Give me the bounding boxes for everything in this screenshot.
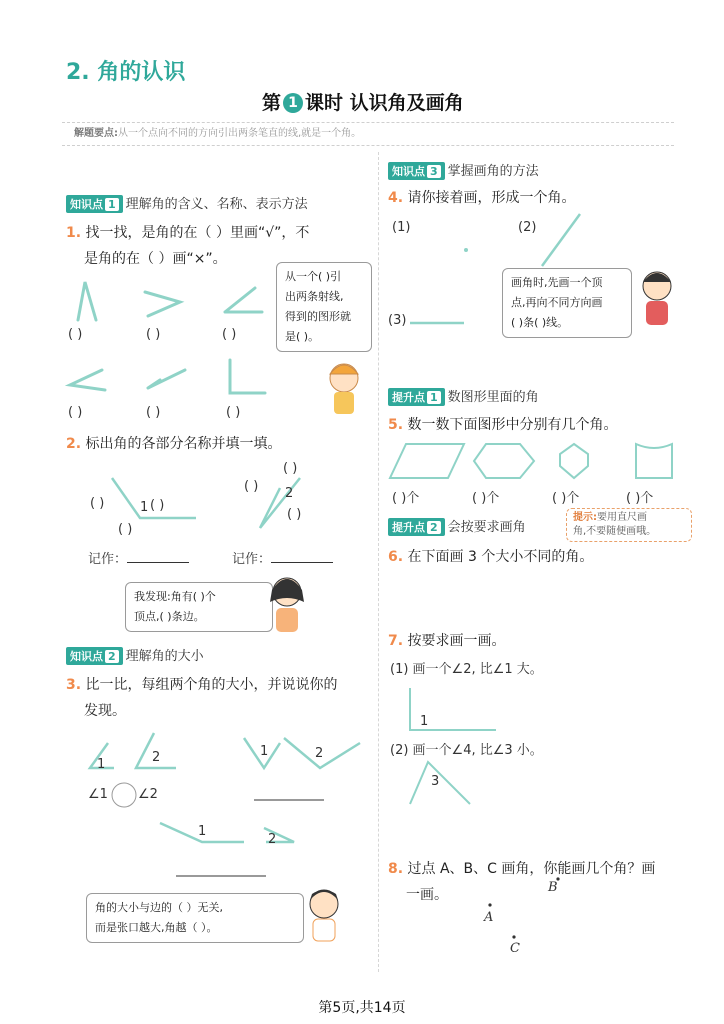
point-b: [556, 877, 559, 880]
q4-point: [464, 248, 468, 252]
q2-figures: [110, 470, 370, 550]
q4-ray-2: [542, 214, 580, 266]
knowledge-text: 理解角的大小: [125, 649, 204, 664]
q4-item-3-label: (3): [388, 313, 407, 328]
boy-glasses-avatar: [634, 266, 680, 332]
q2-label-2: 2: [285, 486, 294, 501]
q5-answer-3[interactable]: ( )个: [552, 491, 580, 506]
q4-hint-bubble: 画角时,先画一个顶 点,再向不同方向画 ( )条( )线。: [502, 268, 632, 338]
q7-angle-3: [410, 762, 470, 804]
q2-notation-1: 记作：: [88, 548, 189, 567]
question-2: 2. 标出角的各部分名称并填一填。: [66, 436, 282, 452]
q5-hexagon: [474, 444, 534, 478]
lesson-prefix: 第: [262, 92, 282, 114]
q5-shapes: [388, 442, 688, 482]
point-c-label: C: [510, 941, 520, 956]
q1-answer-4[interactable]: ( ): [68, 405, 83, 420]
question-8-text: 过点 A、B、C 画角，你能画几个角？画: [407, 861, 656, 877]
q3-label-1b: 1: [260, 744, 269, 759]
q1-answer-6[interactable]: ( ): [226, 405, 241, 420]
q3-label-1a: 1: [97, 757, 106, 772]
q1-shape-6: [230, 360, 265, 393]
improvement-tag: 提升点 1: [388, 388, 445, 406]
q2-answer-5[interactable]: ( ): [244, 479, 259, 494]
q3-figures: [84, 728, 374, 858]
boy-cap-avatar: [318, 358, 370, 420]
point-a-label: A: [484, 910, 494, 925]
knowledge-tag: 知识点 3: [388, 162, 445, 180]
question-6-text: 在下面画 3 个大小不同的角。: [407, 549, 594, 565]
q1-shape-5: [148, 370, 185, 388]
question-7-text: 按要求画一画。: [407, 633, 506, 649]
q2-notation-2: 记作：: [232, 548, 333, 567]
q4-item-2-label: (2): [518, 220, 537, 235]
key-point-bar: [62, 122, 674, 146]
q5-answer-1[interactable]: ( )个: [392, 491, 420, 506]
q5-answer-2[interactable]: ( )个: [472, 491, 500, 506]
q1-hint-bubble: 从一个( )引 出两条射线, 得到的图形就 是( )。: [276, 262, 372, 352]
q3-label-2a: 2: [152, 750, 161, 765]
q3-label-2b: 2: [315, 746, 324, 761]
q1-shape-2: [145, 292, 180, 316]
knowledge-tag: 知识点 2: [66, 647, 123, 665]
girl-avatar: [262, 572, 312, 638]
q2-label-1: 1: [140, 500, 149, 515]
section-title: 2. 角的认识: [66, 60, 186, 85]
q3-label-1c: 1: [198, 824, 207, 839]
question-1-text-2: 是角的在（ ）画“×”。: [84, 251, 227, 267]
knowledge-text: 掌握画角的方法: [447, 164, 539, 179]
q4-item-1-label: (1): [392, 220, 411, 235]
q1-shape-4: [70, 370, 105, 390]
q5-shape-4: [636, 444, 672, 478]
q2-answer-3[interactable]: ( ): [118, 522, 133, 537]
question-1: 1. 找一找，是角的在（ ）里画“√”，不 是角的在（ ）画“×”。: [66, 220, 371, 272]
q2-answer-4[interactable]: ( ): [283, 461, 298, 476]
q8-points: [480, 875, 570, 955]
point-b-label: B: [548, 880, 558, 895]
q1-answer-5[interactable]: ( ): [146, 405, 161, 420]
compare-left: ∠1: [88, 787, 108, 802]
q1-figures: [60, 280, 280, 425]
question-3: 3. 比一比，每组两个角的大小，并说说你的 发现。: [66, 672, 371, 724]
q5-parallelogram: [390, 444, 464, 478]
q6-drawing-area[interactable]: [390, 572, 690, 632]
knowledge-tag: 知识点 1: [66, 195, 123, 213]
q3-label-2c: 2: [268, 832, 277, 847]
q1-answer-3[interactable]: ( ): [222, 327, 237, 342]
improvement-text: 会按要求画角: [447, 520, 526, 535]
improvement-text: 数图形里面的角: [447, 390, 539, 405]
q7-label-1: 1: [420, 714, 429, 729]
question-3-text: 比一比，每组两个角的大小，并说说你的: [85, 677, 338, 693]
question-5: 5. 数一数下面图形中分别有几个角。: [388, 417, 618, 433]
lesson-number-badge: 1: [283, 93, 303, 113]
q1-answer-2[interactable]: ( ): [146, 327, 161, 342]
q2-answer-2[interactable]: ( ): [150, 498, 165, 513]
improvement-point-1: [388, 386, 539, 406]
q2-discovery-bubble: 我发现:角有( )个 顶点,( )条边。: [125, 582, 273, 632]
point-c: [512, 935, 515, 938]
q2-answer-6[interactable]: ( ): [287, 507, 302, 522]
boy-avatar: [298, 884, 350, 946]
tip-box: 提示:要用直尺画 角,不要随便画哦。: [566, 508, 692, 542]
compare-right: ∠2: [138, 787, 158, 802]
question-3-text-2: 发现。: [84, 703, 126, 719]
q1-shape-3: [225, 288, 262, 312]
compare-circle: [112, 783, 136, 807]
knowledge-text: 理解角的含义、名称、表示方法: [125, 197, 308, 212]
knowledge-point-3: [388, 160, 539, 180]
key-point-text: 从一个点向不同的方向引出两条笔直的线,就是一个角。: [118, 128, 362, 139]
q3-conclusion-bubble: 角的大小与边的（ ）无关, 而是张口越大,角越（ ）。: [86, 893, 304, 943]
q2-answer-1[interactable]: ( ): [90, 496, 105, 511]
lesson-suffix: 课时 认识角及画角: [305, 92, 464, 114]
column-divider: [378, 152, 379, 972]
q7-label-3: 3: [431, 774, 440, 789]
q7-part-2: (2) 画一个∠4, 比∠3 小。: [390, 743, 543, 758]
improvement-point-2: [388, 516, 526, 536]
question-1-text: 找一找，是角的在（ ）里画“√”，不: [85, 225, 310, 241]
key-point-label: 解题要点:: [74, 128, 118, 139]
question-4-text: 请你接着画，形成一个角。: [407, 190, 576, 206]
q5-shape-3: [560, 444, 588, 478]
question-7: 7. 按要求画一画。: [388, 633, 506, 649]
question-6: 6. 在下面画 3 个大小不同的角。: [388, 549, 594, 565]
question-5-text: 数一数下面图形中分别有几个角。: [407, 417, 618, 433]
point-a: [488, 903, 491, 906]
improvement-tag: 提升点 2: [388, 518, 445, 536]
knowledge-point-1: [66, 193, 308, 213]
lesson-title: [262, 88, 464, 115]
question-4: 4. 请你接着画，形成一个角。: [388, 190, 576, 206]
q7-part-1: (1) 画一个∠2, 比∠1 大。: [390, 662, 543, 677]
q1-shape-1: [78, 282, 96, 320]
q5-answer-4[interactable]: ( )个: [626, 491, 654, 506]
question-8-text-2: 一画。: [406, 887, 448, 903]
knowledge-point-2: [66, 645, 204, 665]
page-footer: 第5页,共14页: [318, 1000, 406, 1016]
q1-answer-1[interactable]: ( ): [68, 327, 83, 342]
question-2-text: 标出角的各部分名称并填一填。: [85, 436, 282, 452]
question-8: 8. 过点 A、B、C 画角，你能画几个角？画 一画。: [388, 856, 688, 908]
